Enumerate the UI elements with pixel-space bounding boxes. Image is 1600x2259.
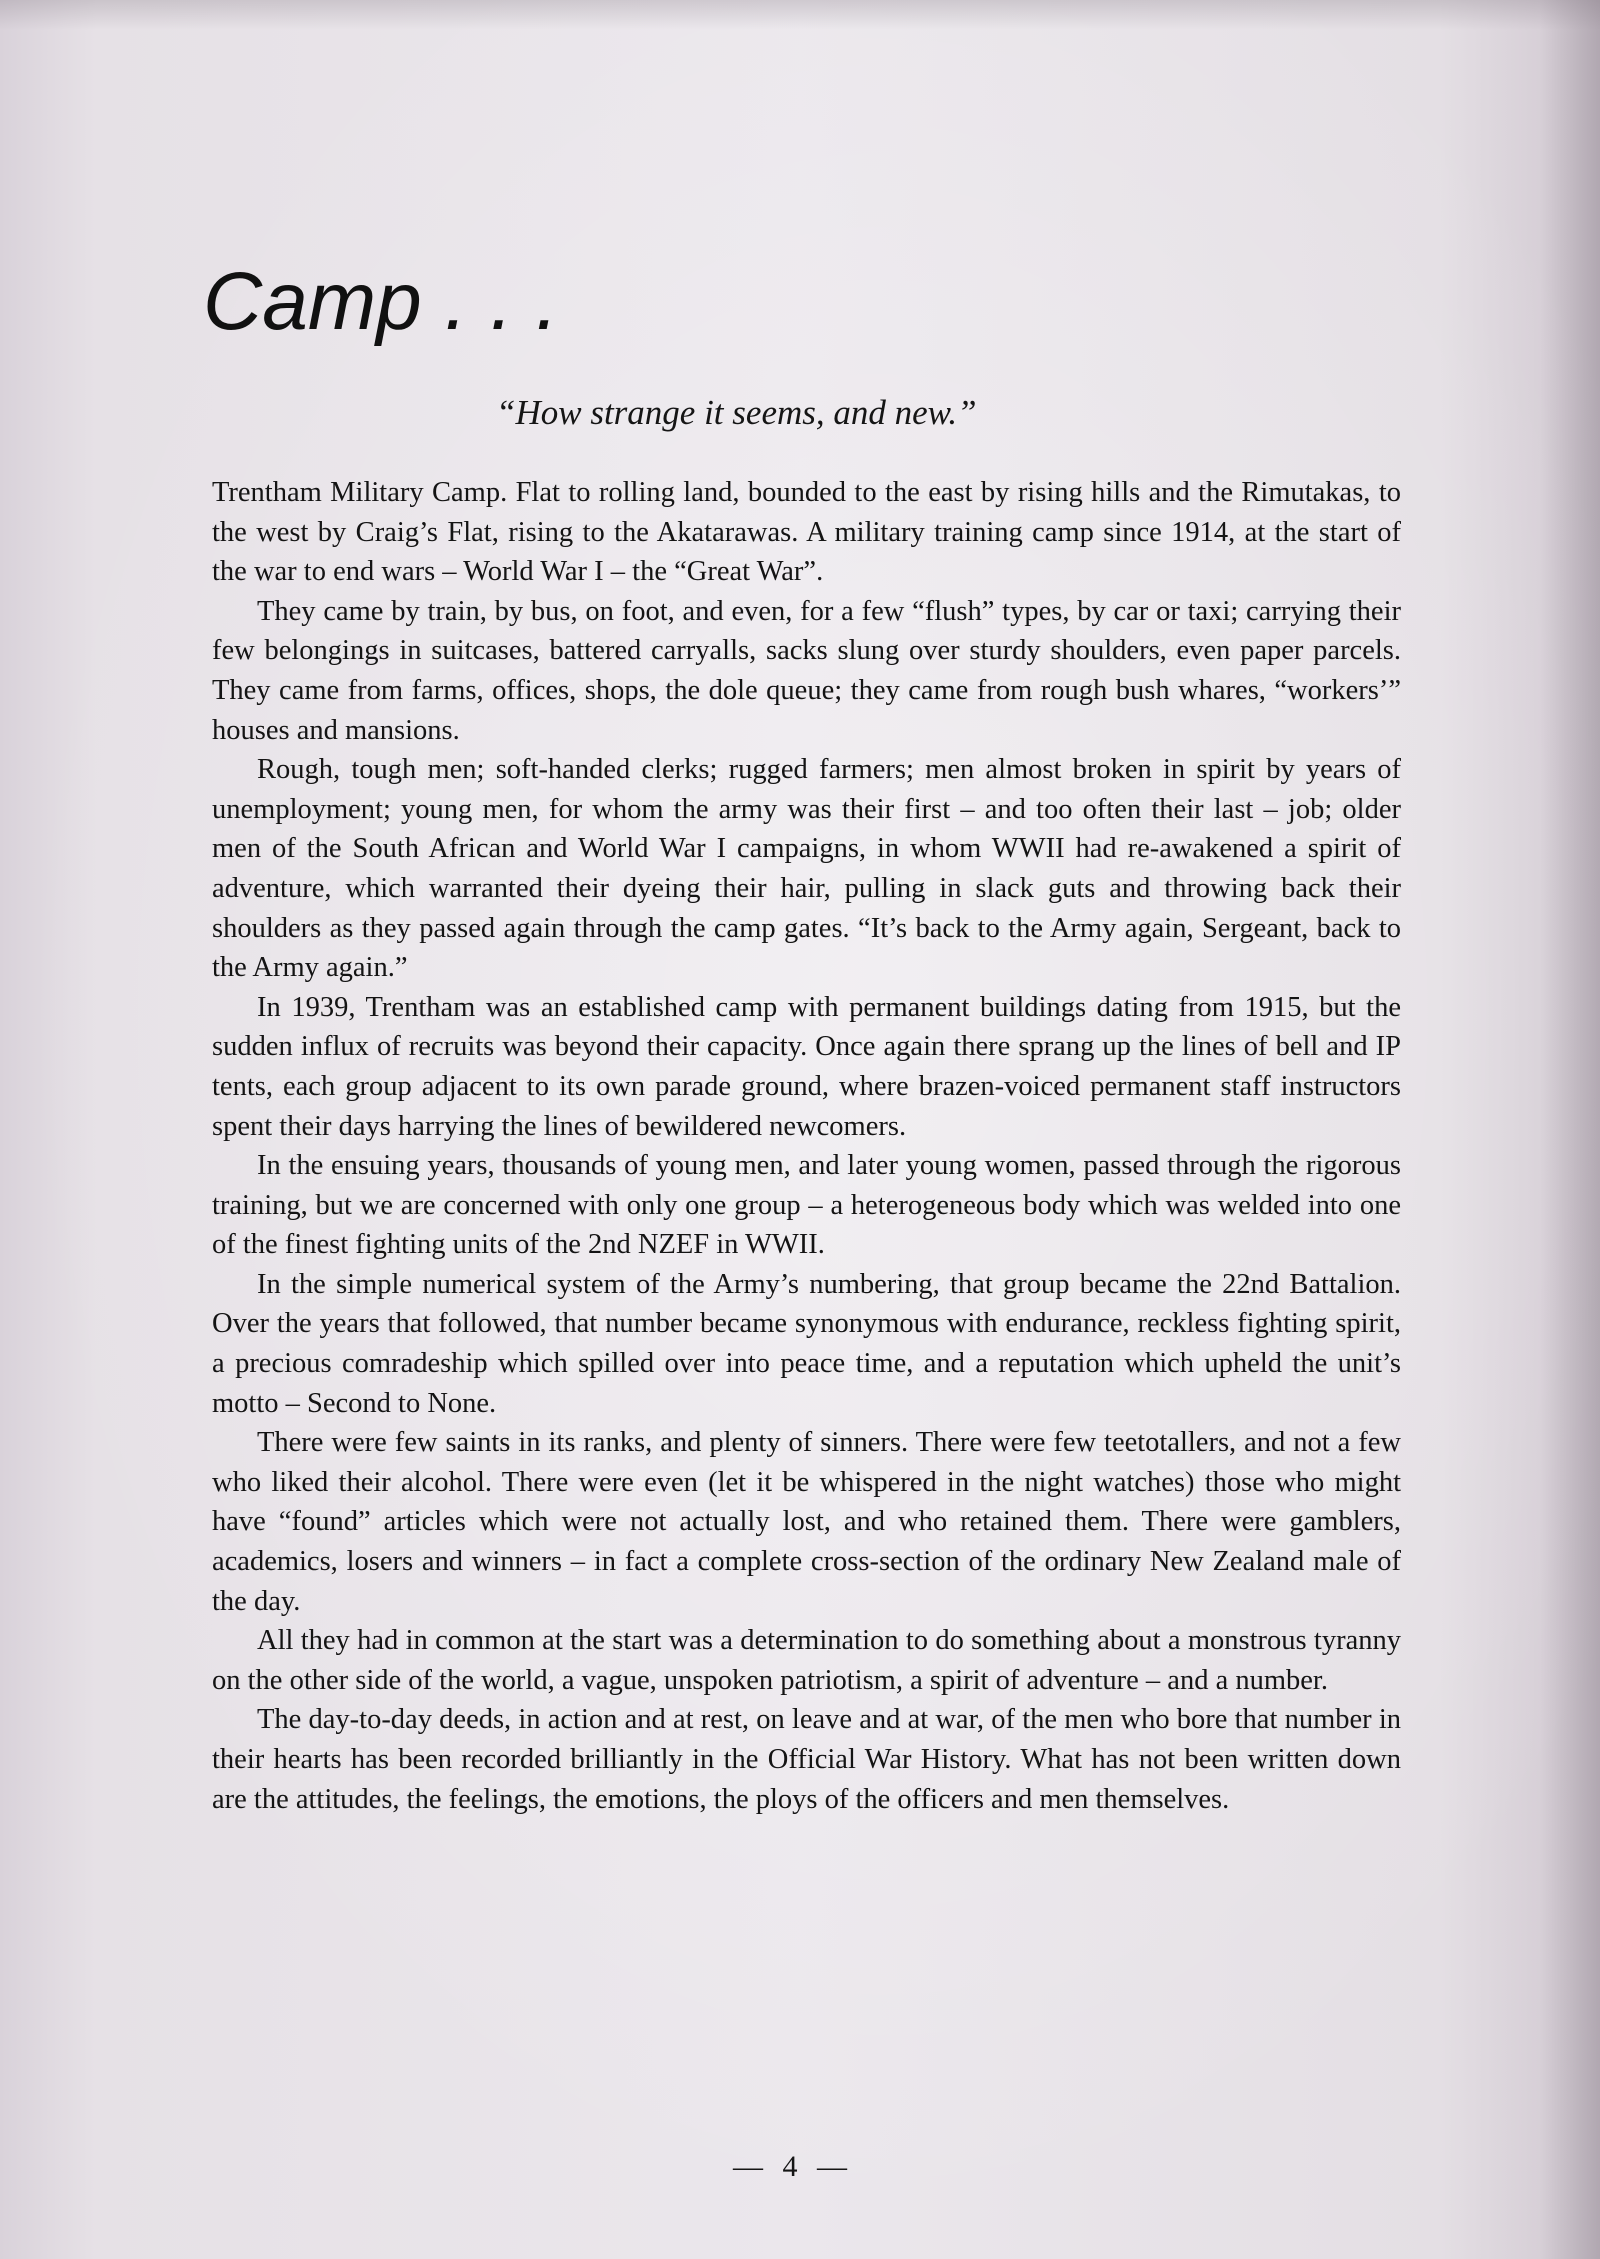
paragraph: The day-to-day deeds, in action and at rest, on leave and at war, of the men who bore that number in their hearts has been recorded brilliantly in the Official War History. What has not been written down are the attitudes, the feelings, the emotions, the ploys of the officers and men themselves. xyxy=(212,1704,1401,1815)
page-number: — 4 — xyxy=(733,2150,853,2183)
page-spine-shadow xyxy=(1540,0,1600,2259)
paragraph: Trentham Military Camp. Flat to rolling land, bounded to the east by rising hills and the Rimutakas, to the west by Craig’s Flat, rising to the Akatarawas. A military training camp since 1914, at the start of the war to end wars – World War I – the “Great War”. xyxy=(212,477,1401,588)
chapter-title: Camp . . . xyxy=(203,256,559,347)
paragraph: In 1939, Trentham was an established camp with permanent buildings dating from 1915, but the sudden influx of recruits was beyond their capacity. Once again there sprang up the lines of bell and IP tents, each group adjacent to its own parade ground, where brazen-voiced permanent staff instructors spent their days harrying the lines of bewildered newcomers. xyxy=(212,991,1401,1142)
epigraph: “How strange it seems, and new.” xyxy=(496,393,977,432)
paragraph: In the simple numerical system of the Army’s numbering, that group became the 22nd Battalion. Over the years that followed, that number became synonymous with endurance, reckless fighting spirit, a precious comradeship which spilled over into peace time, and a reputation which upheld the unit’s motto – Second to None. xyxy=(212,1268,1401,1419)
paragraph: They came by train, by bus, on foot, and even, for a few “flush” types, by car or taxi; carrying their few belongings in suitcases, battered carryalls, sacks slung over sturdy shoulders, even paper parcels. They came from farms, offices, shops, the dole queue; they came from rough bush whares, “workers’” houses and mansions. xyxy=(212,595,1401,746)
paragraph: There were few saints in its ranks, and plenty of sinners. There were few teetotallers, and not a few who liked their alcohol. There were even (let it be whispered in the night watches) those who might have “found” articles which were not actually lost, and who retained them. There were gamblers, academics, losers and winners – in fact a complete cross-section of the ordinary New Zealand male of the day. xyxy=(212,1427,1401,1617)
paragraph: Rough, tough men; soft-handed clerks; rugged farmers; men almost broken in spirit by years of unemployment; young men, for whom the army was their first – and too often their last – job; older men of the South African and World War I campaigns, in whom WWII had re-awakened a spirit of adventure, which warranted their dyeing their hair, pulling in slack guts and throwing back their shoulders as they passed again through the camp gates. “It’s back to the Army again, Sergeant, back to the Army again.” xyxy=(212,754,1401,984)
paragraph: In the ensuing years, thousands of young men, and later young women, passed through the rigorous training, but we are concerned with only one group – a heterogeneous body which was welded into one of the finest fighting units of the 2nd NZEF in WWII. xyxy=(212,1150,1401,1261)
body-text xyxy=(212,473,1401,1819)
paragraph: All they had in common at the start was a determination to do something about a monstrous tyranny on the other side of the world, a vague, unspoken patriotism, a spirit of adventure – and a number. xyxy=(212,1625,1401,1696)
page-top-shadow xyxy=(0,0,1600,30)
